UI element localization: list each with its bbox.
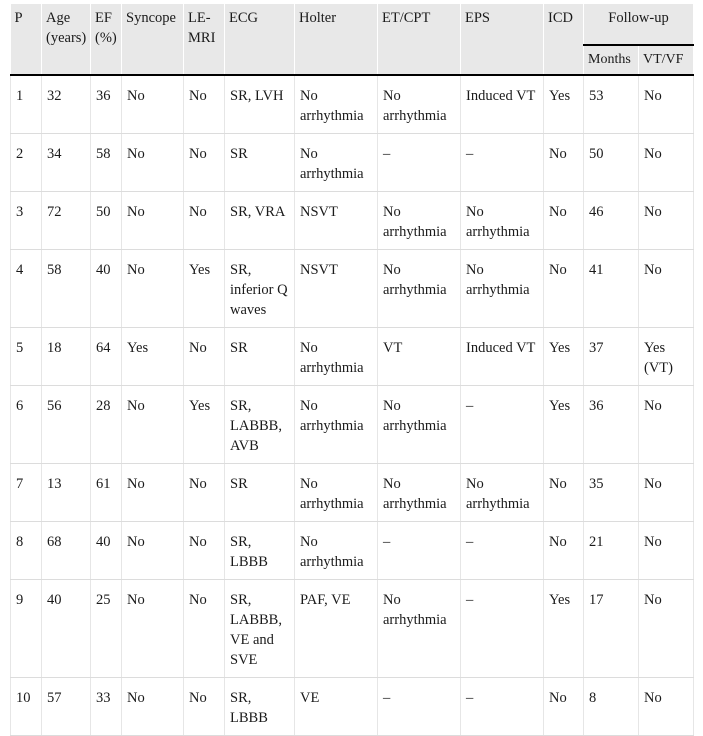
- cell-eps: No arrhythmia: [461, 464, 544, 522]
- header-ef: EF (%): [91, 4, 122, 75]
- cell-eps: –: [461, 522, 544, 580]
- cell-lemri: Yes: [184, 250, 225, 328]
- cell-syncope: No: [122, 75, 184, 134]
- table-row: [11, 134, 694, 192]
- cell-ef: 25: [91, 580, 122, 678]
- cell-syncope: No: [122, 134, 184, 192]
- cell-icd: Yes: [544, 386, 584, 464]
- cell-p: 7: [11, 464, 42, 522]
- cell-icd: Yes: [544, 580, 584, 678]
- header-vtvf: VT/VF: [639, 45, 694, 75]
- cell-ef: 36: [91, 75, 122, 134]
- cell-icd: No: [544, 464, 584, 522]
- cell-lemri: No: [184, 75, 225, 134]
- cell-icd: Yes: [544, 75, 584, 134]
- cell-months: 21: [584, 522, 639, 580]
- cell-lemri: No: [184, 464, 225, 522]
- header-syncope: Syncope: [122, 4, 184, 75]
- cell-p: 6: [11, 386, 42, 464]
- cell-ef: 61: [91, 464, 122, 522]
- cell-eps: –: [461, 386, 544, 464]
- cell-ecg: SR: [225, 134, 295, 192]
- cell-ef: 33: [91, 678, 122, 736]
- table-row: [11, 192, 694, 250]
- cell-vtvf: No: [639, 580, 694, 678]
- cell-etcpt: No arrhythmia: [378, 386, 461, 464]
- cell-months: 35: [584, 464, 639, 522]
- header-months: Months: [584, 45, 639, 75]
- cell-syncope: No: [122, 192, 184, 250]
- cell-eps: –: [461, 580, 544, 678]
- cell-etcpt: VT: [378, 328, 461, 386]
- cell-lemri: No: [184, 522, 225, 580]
- cell-months: 46: [584, 192, 639, 250]
- cell-holter: No arrhythmia: [295, 522, 378, 580]
- cell-holter: No arrhythmia: [295, 464, 378, 522]
- table-row: [11, 464, 694, 522]
- cell-p: 10: [11, 678, 42, 736]
- cell-ecg: SR, LVH: [225, 75, 295, 134]
- cell-eps: No arrhythmia: [461, 250, 544, 328]
- header-eps: EPS: [461, 4, 544, 75]
- cell-ef: 50: [91, 192, 122, 250]
- cell-holter: NSVT: [295, 250, 378, 328]
- cell-syncope: No: [122, 464, 184, 522]
- cell-holter: No arrhythmia: [295, 75, 378, 134]
- table-body: [11, 75, 694, 736]
- cell-syncope: No: [122, 386, 184, 464]
- table-row: [11, 678, 694, 736]
- cell-p: 3: [11, 192, 42, 250]
- cell-holter: No arrhythmia: [295, 134, 378, 192]
- cell-age: 57: [42, 678, 91, 736]
- cell-lemri: No: [184, 678, 225, 736]
- header-etcpt: ET/CPT: [378, 4, 461, 75]
- cell-age: 18: [42, 328, 91, 386]
- cell-lemri: Yes: [184, 386, 225, 464]
- cell-ecg: SR: [225, 328, 295, 386]
- cell-syncope: No: [122, 250, 184, 328]
- cell-holter: PAF, VE: [295, 580, 378, 678]
- cell-age: 68: [42, 522, 91, 580]
- cell-p: 2: [11, 134, 42, 192]
- cell-holter: VE: [295, 678, 378, 736]
- cell-etcpt: No arrhythmia: [378, 192, 461, 250]
- cell-age: 40: [42, 580, 91, 678]
- cell-p: 9: [11, 580, 42, 678]
- cell-months: 36: [584, 386, 639, 464]
- cell-eps: Induced VT: [461, 328, 544, 386]
- cell-age: 13: [42, 464, 91, 522]
- cell-lemri: No: [184, 192, 225, 250]
- cell-syncope: No: [122, 522, 184, 580]
- cell-ecg: SR: [225, 464, 295, 522]
- cell-ef: 64: [91, 328, 122, 386]
- cell-syncope: Yes: [122, 328, 184, 386]
- cell-icd: No: [544, 134, 584, 192]
- table-row: [11, 580, 694, 678]
- cell-ecg: SR, LBBB: [225, 678, 295, 736]
- cell-ef: 40: [91, 522, 122, 580]
- cell-months: 53: [584, 75, 639, 134]
- table-row: [11, 250, 694, 328]
- cell-vtvf: Yes (VT): [639, 328, 694, 386]
- cell-months: 41: [584, 250, 639, 328]
- cell-ef: 58: [91, 134, 122, 192]
- cell-ecg: SR, VRA: [225, 192, 295, 250]
- cell-lemri: No: [184, 134, 225, 192]
- cell-vtvf: No: [639, 522, 694, 580]
- cell-etcpt: No arrhythmia: [378, 75, 461, 134]
- cell-holter: No arrhythmia: [295, 386, 378, 464]
- cell-icd: No: [544, 192, 584, 250]
- cell-age: 32: [42, 75, 91, 134]
- table-row: [11, 75, 694, 134]
- cell-etcpt: –: [378, 522, 461, 580]
- cell-ecg: SR, LBBB: [225, 522, 295, 580]
- cell-ef: 40: [91, 250, 122, 328]
- header-followup: Follow-up: [584, 4, 694, 45]
- table-header: [11, 4, 694, 75]
- cell-etcpt: No arrhythmia: [378, 250, 461, 328]
- cell-lemri: No: [184, 328, 225, 386]
- cell-months: 37: [584, 328, 639, 386]
- patient-table-container: [10, 4, 693, 736]
- cell-lemri: No: [184, 580, 225, 678]
- cell-ecg: SR, LABBB, VE and SVE: [225, 580, 295, 678]
- cell-vtvf: No: [639, 678, 694, 736]
- cell-icd: No: [544, 250, 584, 328]
- cell-months: 50: [584, 134, 639, 192]
- cell-holter: No arrhythmia: [295, 328, 378, 386]
- table-row: [11, 328, 694, 386]
- table-row: [11, 386, 694, 464]
- patient-table: [10, 4, 694, 736]
- cell-etcpt: –: [378, 134, 461, 192]
- cell-ecg: SR, LABBB, AVB: [225, 386, 295, 464]
- cell-ef: 28: [91, 386, 122, 464]
- cell-vtvf: No: [639, 75, 694, 134]
- cell-eps: –: [461, 134, 544, 192]
- cell-vtvf: No: [639, 192, 694, 250]
- cell-vtvf: No: [639, 464, 694, 522]
- header-lemri: LE-MRI: [184, 4, 225, 75]
- cell-age: 72: [42, 192, 91, 250]
- cell-icd: Yes: [544, 328, 584, 386]
- cell-vtvf: No: [639, 134, 694, 192]
- cell-holter: NSVT: [295, 192, 378, 250]
- cell-etcpt: –: [378, 678, 461, 736]
- cell-age: 56: [42, 386, 91, 464]
- header-icd: ICD: [544, 4, 584, 75]
- cell-etcpt: No arrhythmia: [378, 464, 461, 522]
- cell-eps: –: [461, 678, 544, 736]
- cell-icd: No: [544, 678, 584, 736]
- header-holter: Holter: [295, 4, 378, 75]
- cell-syncope: No: [122, 678, 184, 736]
- cell-ecg: SR, inferior Q waves: [225, 250, 295, 328]
- cell-p: 8: [11, 522, 42, 580]
- cell-eps: Induced VT: [461, 75, 544, 134]
- cell-vtvf: No: [639, 386, 694, 464]
- cell-months: 17: [584, 580, 639, 678]
- cell-eps: No arrhythmia: [461, 192, 544, 250]
- cell-syncope: No: [122, 580, 184, 678]
- header-age: Age (years): [42, 4, 91, 75]
- cell-etcpt: No arrhythmia: [378, 580, 461, 678]
- cell-age: 58: [42, 250, 91, 328]
- cell-p: 1: [11, 75, 42, 134]
- table-row: [11, 522, 694, 580]
- cell-age: 34: [42, 134, 91, 192]
- header-ecg: ECG: [225, 4, 295, 75]
- cell-icd: No: [544, 522, 584, 580]
- cell-months: 8: [584, 678, 639, 736]
- cell-p: 4: [11, 250, 42, 328]
- cell-p: 5: [11, 328, 42, 386]
- header-p: P: [11, 4, 42, 75]
- cell-vtvf: No: [639, 250, 694, 328]
